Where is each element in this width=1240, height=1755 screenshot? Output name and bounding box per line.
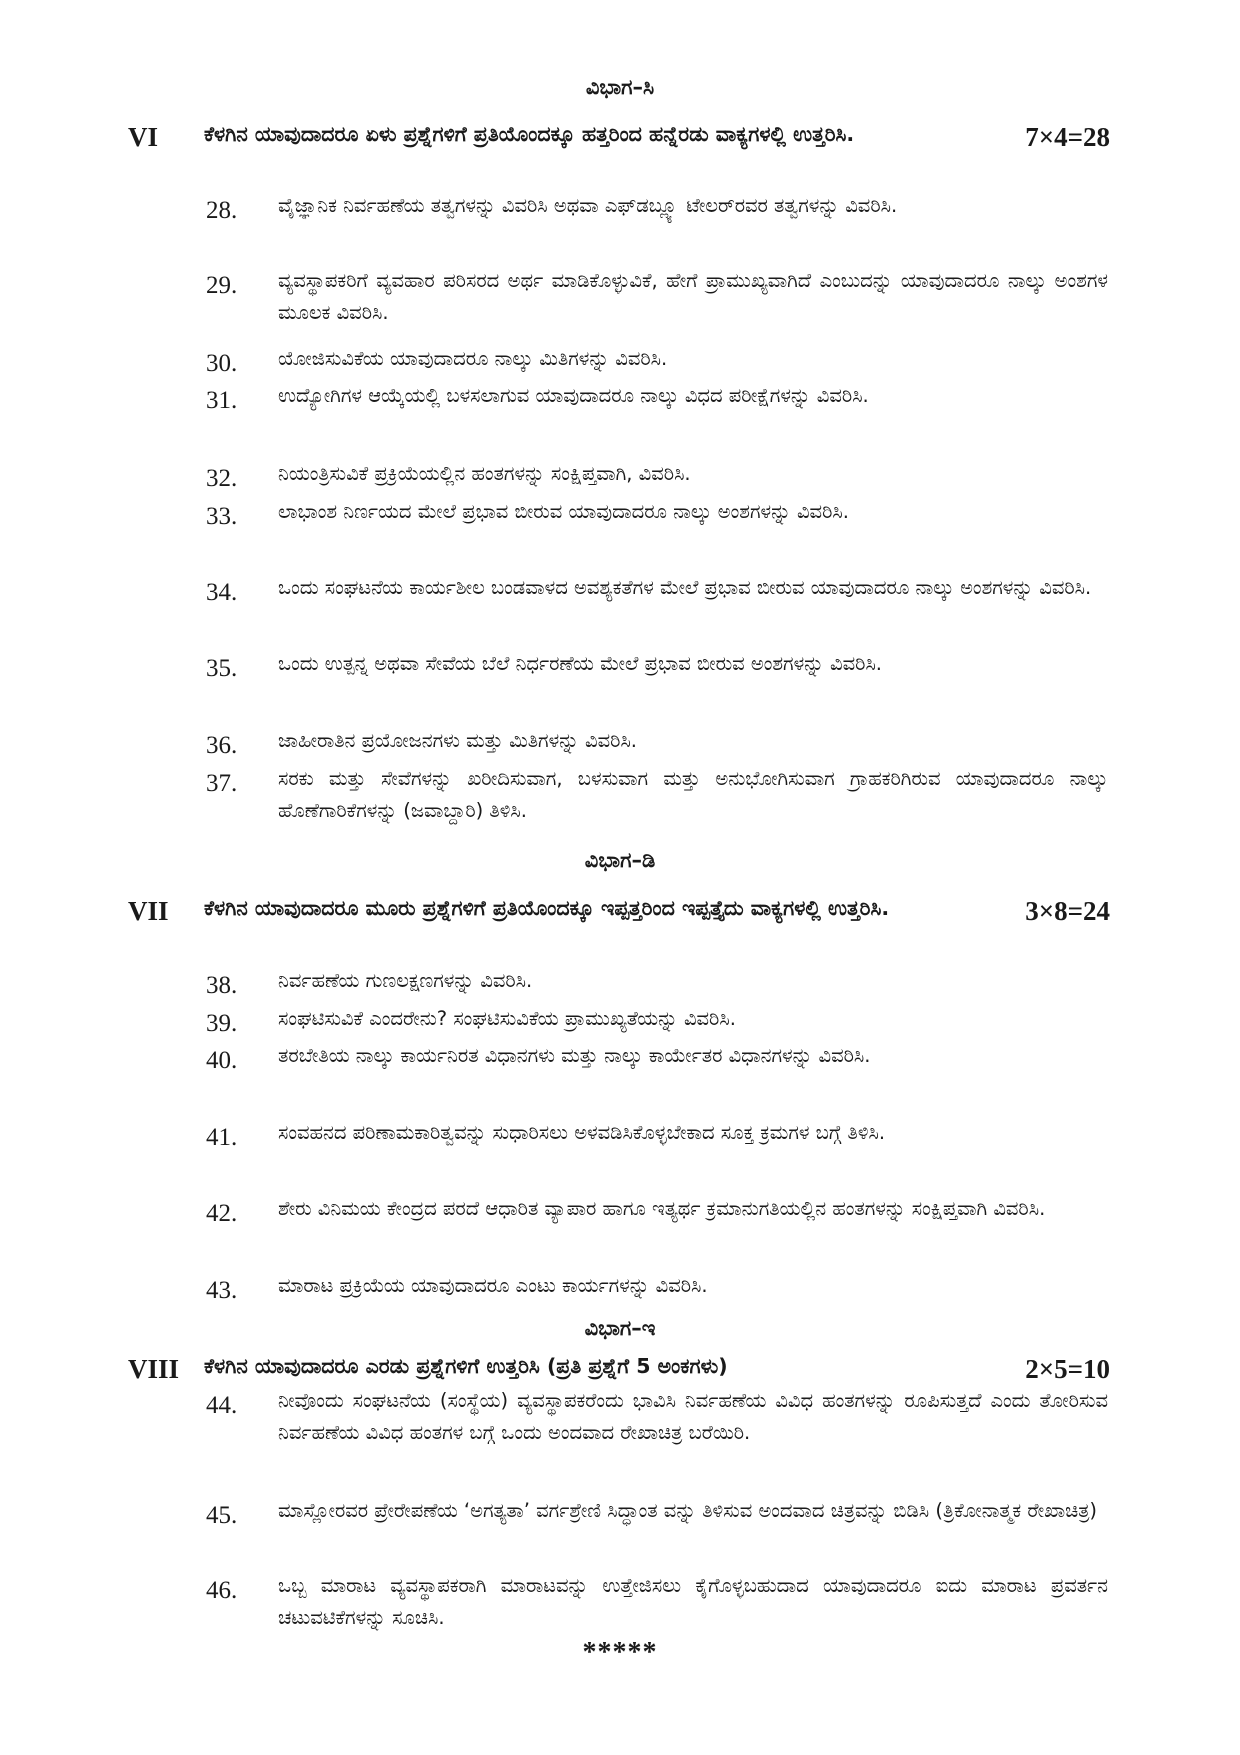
part-number: VII bbox=[128, 896, 169, 926]
question-text: ಒಬ್ಬ ಮಾರಾಟ ವ್ಯವಸ್ಥಾಪಕರಾಗಿ ಮಾರಾಟವನ್ನು ಉತ್ತೇಜಿಸಲು ಕೈಗೊಳ್ಳಬಹುದಾದ ಯಾವುದಾದರೂ ಐದು ಮಾರಾಟ ಪ್ರವರ್ತನ ಚಟುವಟಿಕೆಗಳನ್ನು ಸೂಚಿಸಿ. bbox=[278, 1574, 1108, 1629]
question-number: 31. bbox=[206, 387, 238, 414]
part-number: VIII bbox=[128, 1354, 180, 1384]
question-number: 32. bbox=[206, 465, 238, 492]
part-instruction: ಕೆಳಗಿನ ಯಾವುದಾದರೂ ಎರಡು ಪ್ರಶ್ನೆಗಳಿಗೆ ಉತ್ತರಿಸಿ (ಪ್ರತಿ ಪ್ರಶ್ನೆಗೆ 5 ಅಂಕಗಳು) bbox=[204, 1354, 728, 1378]
question-number: 41. bbox=[206, 1124, 238, 1151]
part-marks: 3×8=24 bbox=[1025, 896, 1110, 926]
question-number: 43. bbox=[206, 1277, 238, 1304]
question-number: 45. bbox=[206, 1502, 238, 1529]
question-number: 34. bbox=[206, 579, 238, 606]
question-number: 28. bbox=[206, 197, 238, 224]
question-text: ಯೋಜಿಸುವಿಕೆಯ ಯಾವುದಾದರೂ ನಾಲ್ಕು ಮಿತಿಗಳನ್ನು ವಿವರಿಸಿ. bbox=[278, 347, 668, 370]
part-marks: 2×5=10 bbox=[1025, 1354, 1110, 1384]
part-instruction: ಕೆಳಗಿನ ಯಾವುದಾದರೂ ಏಳು ಪ್ರಶ್ನೆಗಳಿಗೆ ಪ್ರತಿಯೊಂದಕ್ಕೂ ಹತ್ತರಿಂದ ಹನ್ನೆರಡು ವಾಕ್ಯಗಳಲ್ಲಿ ಉತ್ತರಿಸಿ. bbox=[204, 122, 855, 146]
question-number: 46. bbox=[206, 1577, 238, 1604]
part-number: VI bbox=[128, 122, 159, 152]
question-text: ತರಬೇತಿಯ ನಾಲ್ಕು ಕಾರ್ಯನಿರತ ವಿಧಾನಗಳು ಮತ್ತು ನಾಲ್ಕು ಕಾರ್ಯೇತರ ವಿಧಾನಗಳನ್ನು ವಿವರಿಸಿ. bbox=[278, 1044, 871, 1067]
question-text: ಲಾಭಾಂಶ ನಿರ್ಣಯದ ಮೇಲೆ ಪ್ರಭಾವ ಬೀರುವ ಯಾವುದಾದರೂ ನಾಲ್ಕು ಅಂಶಗಳನ್ನು ವಿವರಿಸಿ. bbox=[278, 500, 849, 523]
part-marks: 7×4=28 bbox=[1025, 122, 1110, 152]
question-number: 40. bbox=[206, 1047, 238, 1074]
question-text: ವ್ಯವಸ್ಥಾಪಕರಿಗೆ ವ್ಯವಹಾರ ಪರಿಸರದ ಅರ್ಥ ಮಾಡಿಕೊಳ್ಳುವಿಕೆ, ಹೇಗೆ ಪ್ರಾಮುಖ್ಯವಾಗಿದೆ ಎಂಬುದನ್ನು ಯಾವುದಾದರೂ ನಾಲ್ಕು ಅಂಶಗಳ ಮೂಲಕ ವಿವರಿಸಿ. bbox=[278, 269, 1108, 324]
question-text: ಮಾಸ್ಲೋರವರ ಪ್ರೇರೇಪಣೆಯ ‘ಅಗತ್ಯತಾ’ ವರ್ಗಶ್ರೇಣಿ ಸಿದ್ಧಾಂತ ವನ್ನು ತಿಳಿಸುವ ಅಂದವಾದ ಚಿತ್ರವನ್ನು ಬಿಡಿಸಿ (ತ್ರಿಕೋನಾತ್ಮಕ ರೇಖಾಚಿತ್ರ) bbox=[278, 1499, 1098, 1522]
question-text: ಒಂದು ಉತ್ಪನ್ನ ಅಥವಾ ಸೇವೆಯ ಬೆಲೆ ನಿರ್ಧರಣೆಯ ಮೇಲೆ ಪ್ರಭಾವ ಬೀರುವ ಅಂಶಗಳನ್ನು ವಿವರಿಸಿ. bbox=[278, 652, 883, 675]
question-text: ಸರಕು ಮತ್ತು ಸೇವೆಗಳನ್ನು ಖರೀದಿಸುವಾಗ, ಬಳಸುವಾಗ ಮತ್ತು ಅನುಭೋಗಿಸುವಾಗ ಗ್ರಾಹಕರಿಗಿರುವ ಯಾವುದಾದರೂ ನಾಲ್ಕು ಹೊಣೆಗಾರಿಕೆಗಳನ್ನು (ಜವಾಬ್ದಾರಿ) ತಿಳಿಸಿ. bbox=[278, 767, 1108, 822]
question-number: 35. bbox=[206, 655, 238, 682]
question-text: ನಿರ್ವಹಣೆಯ ಗುಣಲಕ್ಷಣಗಳನ್ನು ವಿವರಿಸಿ. bbox=[278, 969, 533, 992]
question-number: 37. bbox=[206, 770, 238, 797]
end-of-paper-mark: ***** bbox=[582, 1637, 658, 1668]
question-text: ನಿಯಂತ್ರಿಸುವಿಕೆ ಪ್ರಕ್ರಿಯೆಯಲ್ಲಿನ ಹಂತಗಳನ್ನು ಸಂಕ್ಷಿಪ್ತವಾಗಿ, ವಿವರಿಸಿ. bbox=[278, 462, 691, 485]
question-number: 39. bbox=[206, 1010, 238, 1037]
question-text: ನೀವೊಂದು ಸಂಘಟನೆಯ (ಸಂಸ್ಥೆಯ) ವ್ಯವಸ್ಥಾಪಕರೆಂದು ಭಾವಿಸಿ ನಿರ್ವಹಣೆಯ ವಿವಿಧ ಹಂತಗಳನ್ನು ರೂಪಿಸುತ್ತದೆ ಎಂದು ತೋರಿಸುವ ನಿರ್ವಹಣೆಯ ವಿವಿಧ ಹಂತಗಳ ಬಗ್ಗೆ ಒಂದು ಅಂದವಾದ ರೇಖಾಚಿತ್ರ ಬರೆಯಿರಿ. bbox=[278, 1389, 1108, 1444]
section-heading-c: ವಿಭಾಗ–ಸಿ bbox=[585, 75, 655, 99]
question-text: ಉದ್ಯೋಗಿಗಳ ಆಯ್ಕೆಯಲ್ಲಿ ಬಳಸಲಾಗುವ ಯಾವುದಾದರೂ ನಾಲ್ಕು ವಿಧದ ಪರೀಕ್ಷೆಗಳನ್ನು ವಿವರಿಸಿ. bbox=[278, 384, 869, 407]
question-text: ಸಂವಹನದ ಪರಿಣಾಮಕಾರಿತ್ವವನ್ನು ಸುಧಾರಿಸಲು ಅಳವಡಿಸಿಕೊಳ್ಳಬೇಕಾದ ಸೂಕ್ತ ಕ್ರಮಗಳ ಬಗ್ಗೆ ತಿಳಿಸಿ. bbox=[278, 1121, 886, 1144]
question-text: ವೈಜ್ಞಾನಿಕ ನಿರ್ವಹಣೆಯ ತತ್ವಗಳನ್ನು ವಿವರಿಸಿ ಅಥವಾ ಎಫ್‌ಡಬ್ಲ್ಯೂ ಟೇಲರ್‌ರವರ ತತ್ವಗಳನ್ನು ವಿವರಿಸಿ. bbox=[278, 194, 898, 217]
question-number: 42. bbox=[206, 1200, 238, 1227]
question-number: 29. bbox=[206, 272, 238, 299]
question-text: ಶೇರು ವಿನಿಮಯ ಕೇಂದ್ರದ ಪರದೆ ಆಧಾರಿತ ವ್ಯಾಪಾರ ಹಾಗೂ ಇತ್ಯರ್ಥ ಕ್ರಮಾನುಗತಿಯಲ್ಲಿನ ಹಂತಗಳನ್ನು ಸಂಕ್ಷಿಪ್ತವಾಗಿ ವಿವರಿಸಿ. bbox=[278, 1197, 1046, 1220]
question-number: 36. bbox=[206, 732, 238, 759]
question-text: ಮಾರಾಟ ಪ್ರಕ್ರಿಯೆಯ ಯಾವುದಾದರೂ ಎಂಟು ಕಾರ್ಯಗಳನ್ನು ವಿವರಿಸಿ. bbox=[278, 1274, 708, 1297]
section-heading-d: ವಿಭಾಗ–ಡಿ bbox=[584, 848, 656, 872]
question-text: ಸಂಘಟಿಸುವಿಕೆ ಎಂದರೇನು? ಸಂಘಟಿಸುವಿಕೆಯ ಪ್ರಾಮುಖ್ಯತೆಯನ್ನು ವಿವರಿಸಿ. bbox=[278, 1007, 736, 1030]
question-number: 33. bbox=[206, 503, 238, 530]
section-heading-e: ವಿಭಾಗ–ಇ bbox=[584, 1316, 656, 1340]
part-instruction: ಕೆಳಗಿನ ಯಾವುದಾದರೂ ಮೂರು ಪ್ರಶ್ನೆಗಳಿಗೆ ಪ್ರತಿಯೊಂದಕ್ಕೂ ಇಪ್ಪತ್ತರಿಂದ ಇಪ್ಪತ್ತೈದು ವಾಕ್ಯಗಳಲ್ಲಿ ಉತ್ತರಿಸಿ. bbox=[204, 896, 890, 920]
question-number: 30. bbox=[206, 350, 238, 377]
question-text: ಜಾಹೀರಾತಿನ ಪ್ರಯೋಜನಗಳು ಮತ್ತು ಮಿತಿಗಳನ್ನು ವಿವರಿಸಿ. bbox=[278, 729, 638, 752]
question-text: ಒಂದು ಸಂಘಟನೆಯ ಕಾರ್ಯಶೀಲ ಬಂಡವಾಳದ ಅವಶ್ಯಕತೆಗಳ ಮೇಲೆ ಪ್ರಭಾವ ಬೀರುವ ಯಾವುದಾದರೂ ನಾಲ್ಕು ಅಂಶಗಳನ್ನು ವಿವರಿಸಿ. bbox=[278, 576, 1092, 599]
question-number: 38. bbox=[206, 972, 238, 999]
question-number: 44. bbox=[206, 1392, 238, 1419]
